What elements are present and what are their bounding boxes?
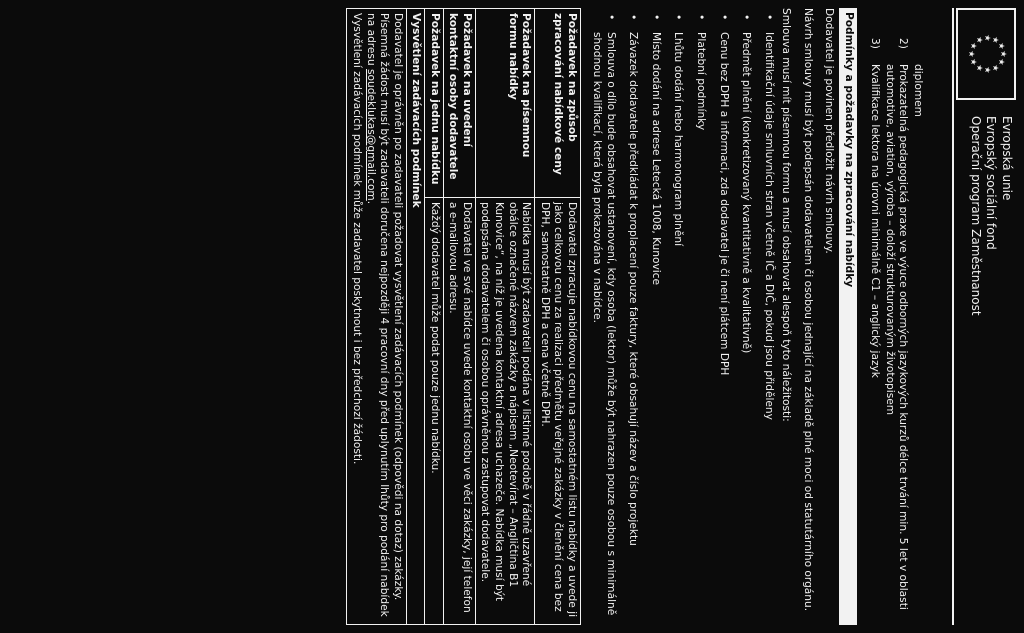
qualification-item-1-cont: diplomem xyxy=(912,64,924,117)
list-item: • Cenu bez DPH a informaci, zda dodavatel je či není plátcem DPH xyxy=(716,8,730,625)
svg-text:★: ★ xyxy=(975,64,984,72)
document-content xyxy=(347,8,925,625)
clarification-heading: Vysvětlení zadávacích podmínek xyxy=(406,9,425,625)
requirements-table xyxy=(347,8,581,625)
svg-text:★: ★ xyxy=(999,50,1008,58)
item-number: 3) xyxy=(869,38,882,49)
conditions-intro: Dodavatel je povinen předložit návrh smlouvy. xyxy=(823,8,836,254)
list-item: • Smlouva o dílo bude obsahovat ustanovení, kdy osoba (lektor) může být nahrazen pouze osobou s minimálně shodnou kvalifikací, která byla prokazována v nabídce. xyxy=(590,8,617,625)
list-item: • Závazek dodavatele předkládat k proplacení pouze faktury, které obsahují název a číslo projektu xyxy=(626,8,640,625)
table-row xyxy=(443,9,475,625)
header-text xyxy=(967,116,1014,316)
eu-stars-icon xyxy=(958,10,1014,98)
clarification-text-b: Vysvětlení zadávacích podmínek může zadavatel poskytnout i bez předchozí žádosti. xyxy=(351,13,364,465)
clarification-text: Dodavatel je oprávněn po zadavateli požadovat vysvětlení zadávacích podmínek (odpovědi na dotaz) zakázky. Písemná žádost musí být zadavateli doručena nejpozději 4 pracovní dny před uplynutím lhůty pro podání nabídek na adresu soudeklukas@gmail.com. Vysvětlení zadávacích podmínek může zadavatel poskytnout i bez předchozí žádosti. xyxy=(347,9,406,625)
table-row xyxy=(475,9,534,625)
svg-text:★: ★ xyxy=(983,34,992,42)
header-line-esf: Evropský sociální fond xyxy=(984,116,999,250)
row-label: Požadavek na uvedení kontaktní osoby dodavatele xyxy=(443,9,475,198)
conditions-heading: Podmínky a požadavky na zpracování nabídky xyxy=(839,8,857,625)
table-row xyxy=(347,9,406,625)
svg-text:★: ★ xyxy=(997,58,1006,66)
item-text: Kvalifikace lektora na úrovni minimálně C1 – anglický jazyk xyxy=(869,64,882,378)
item-text: Prokazatelná pedagogická praxe ve výuce odborných jazykových kurzů délce trvání min. 5 let v oblasti automotive, aviation, výroba – doloží strukturovaným životopisem xyxy=(883,64,910,610)
svg-text:★: ★ xyxy=(983,66,992,74)
item-number: 2) xyxy=(897,38,910,49)
conditions-signed: Návrh smlouvy musí být podepsán dodavatelem či osobou jednající na základě plné moci od statutárního orgánu. xyxy=(801,8,814,612)
eu-flag-logo xyxy=(956,8,1016,100)
list-item: • Platební podmínky xyxy=(693,8,707,625)
list-item: • Lhůtu dodání nebo harmonogram plnění xyxy=(671,8,685,625)
row-text: Dodavatel zpracuje nabídkovou cenu na samostatném listu nabídky a uvede ji jako celkovou cenu za realizaci předmětu veřejné zakázky v členění cena bez DPH, samostatně DPH a cena včetně DPH. xyxy=(535,198,581,625)
svg-text:★: ★ xyxy=(967,50,976,58)
svg-text:★: ★ xyxy=(991,64,1000,72)
row-text: Nabídka musí být zadavateli podána v listinné podobě v řádně uzavřené obálce označené názvem zakázky a nápisem „Neotevírat – Angličtina B1 Kunovice“, na níž je uvedena kontaktní adresa uchazeče. Nabídka musí být podepsána dodavatelem či osobou oprávněnou zastupovat dodavatele. xyxy=(475,198,534,625)
page-header xyxy=(948,8,1020,625)
table-row xyxy=(406,9,425,625)
qualification-item-2 xyxy=(882,8,909,625)
conditions-must-contain: Smlouva musí mít písemnou formu a musí obsahovat alespoň tyto náležitosti: xyxy=(780,8,793,422)
row-text: Každý dodavatel může podat pouze jednu nabídku. xyxy=(425,198,444,625)
svg-text:★: ★ xyxy=(969,42,978,50)
header-line-op: Operační program Zaměstnanost xyxy=(968,116,983,316)
clarification-text-a: Dodavatel je oprávněn po zadavateli požadovat vysvětlení zadávacích podmínek (odpovědi na dotaz) zakázky. Písemná žádost musí být zadavateli doručena nejpozději 4 pracovní dny před uplynutím lhůty pro podání nabídek na adresu xyxy=(364,13,404,617)
svg-text:★: ★ xyxy=(975,36,984,44)
row-label: Požadavek na jednu nabídku xyxy=(425,9,444,198)
qualification-list xyxy=(868,8,924,625)
svg-text:★: ★ xyxy=(997,42,1006,50)
list-item: • Místo dodání na adrese Letecká 1008, Kunovice xyxy=(648,8,662,625)
row-label: Požadavek na způsob zpracování nabídkové ceny xyxy=(535,9,581,198)
table-row xyxy=(535,9,581,625)
clarification-email-link[interactable]: soudeklukas@gmail.com xyxy=(364,69,377,201)
row-label: Požadavek na písemnou formu nabídky xyxy=(475,9,534,198)
row-text: Dodavatel ve své nabídce uvede kontaktní osobu ve věci zakázky, její telefon a e-mailovou adresu. xyxy=(443,198,475,625)
svg-text:★: ★ xyxy=(969,58,978,66)
header-divider xyxy=(952,8,954,625)
qualification-item-3 xyxy=(868,8,882,625)
header-line-eu: Evropská unie xyxy=(1000,116,1014,201)
svg-text:★: ★ xyxy=(991,36,1000,44)
table-row xyxy=(425,9,444,625)
requirements-bullet-list xyxy=(590,8,775,625)
list-item: • Identifikační údaje smluvních stran včetně IČ a DIČ, pokud jsou přiděleny xyxy=(761,8,775,625)
list-item: • Předmět plnění (konkretizovaný kvantitativně a kvalitativně) xyxy=(739,8,753,625)
